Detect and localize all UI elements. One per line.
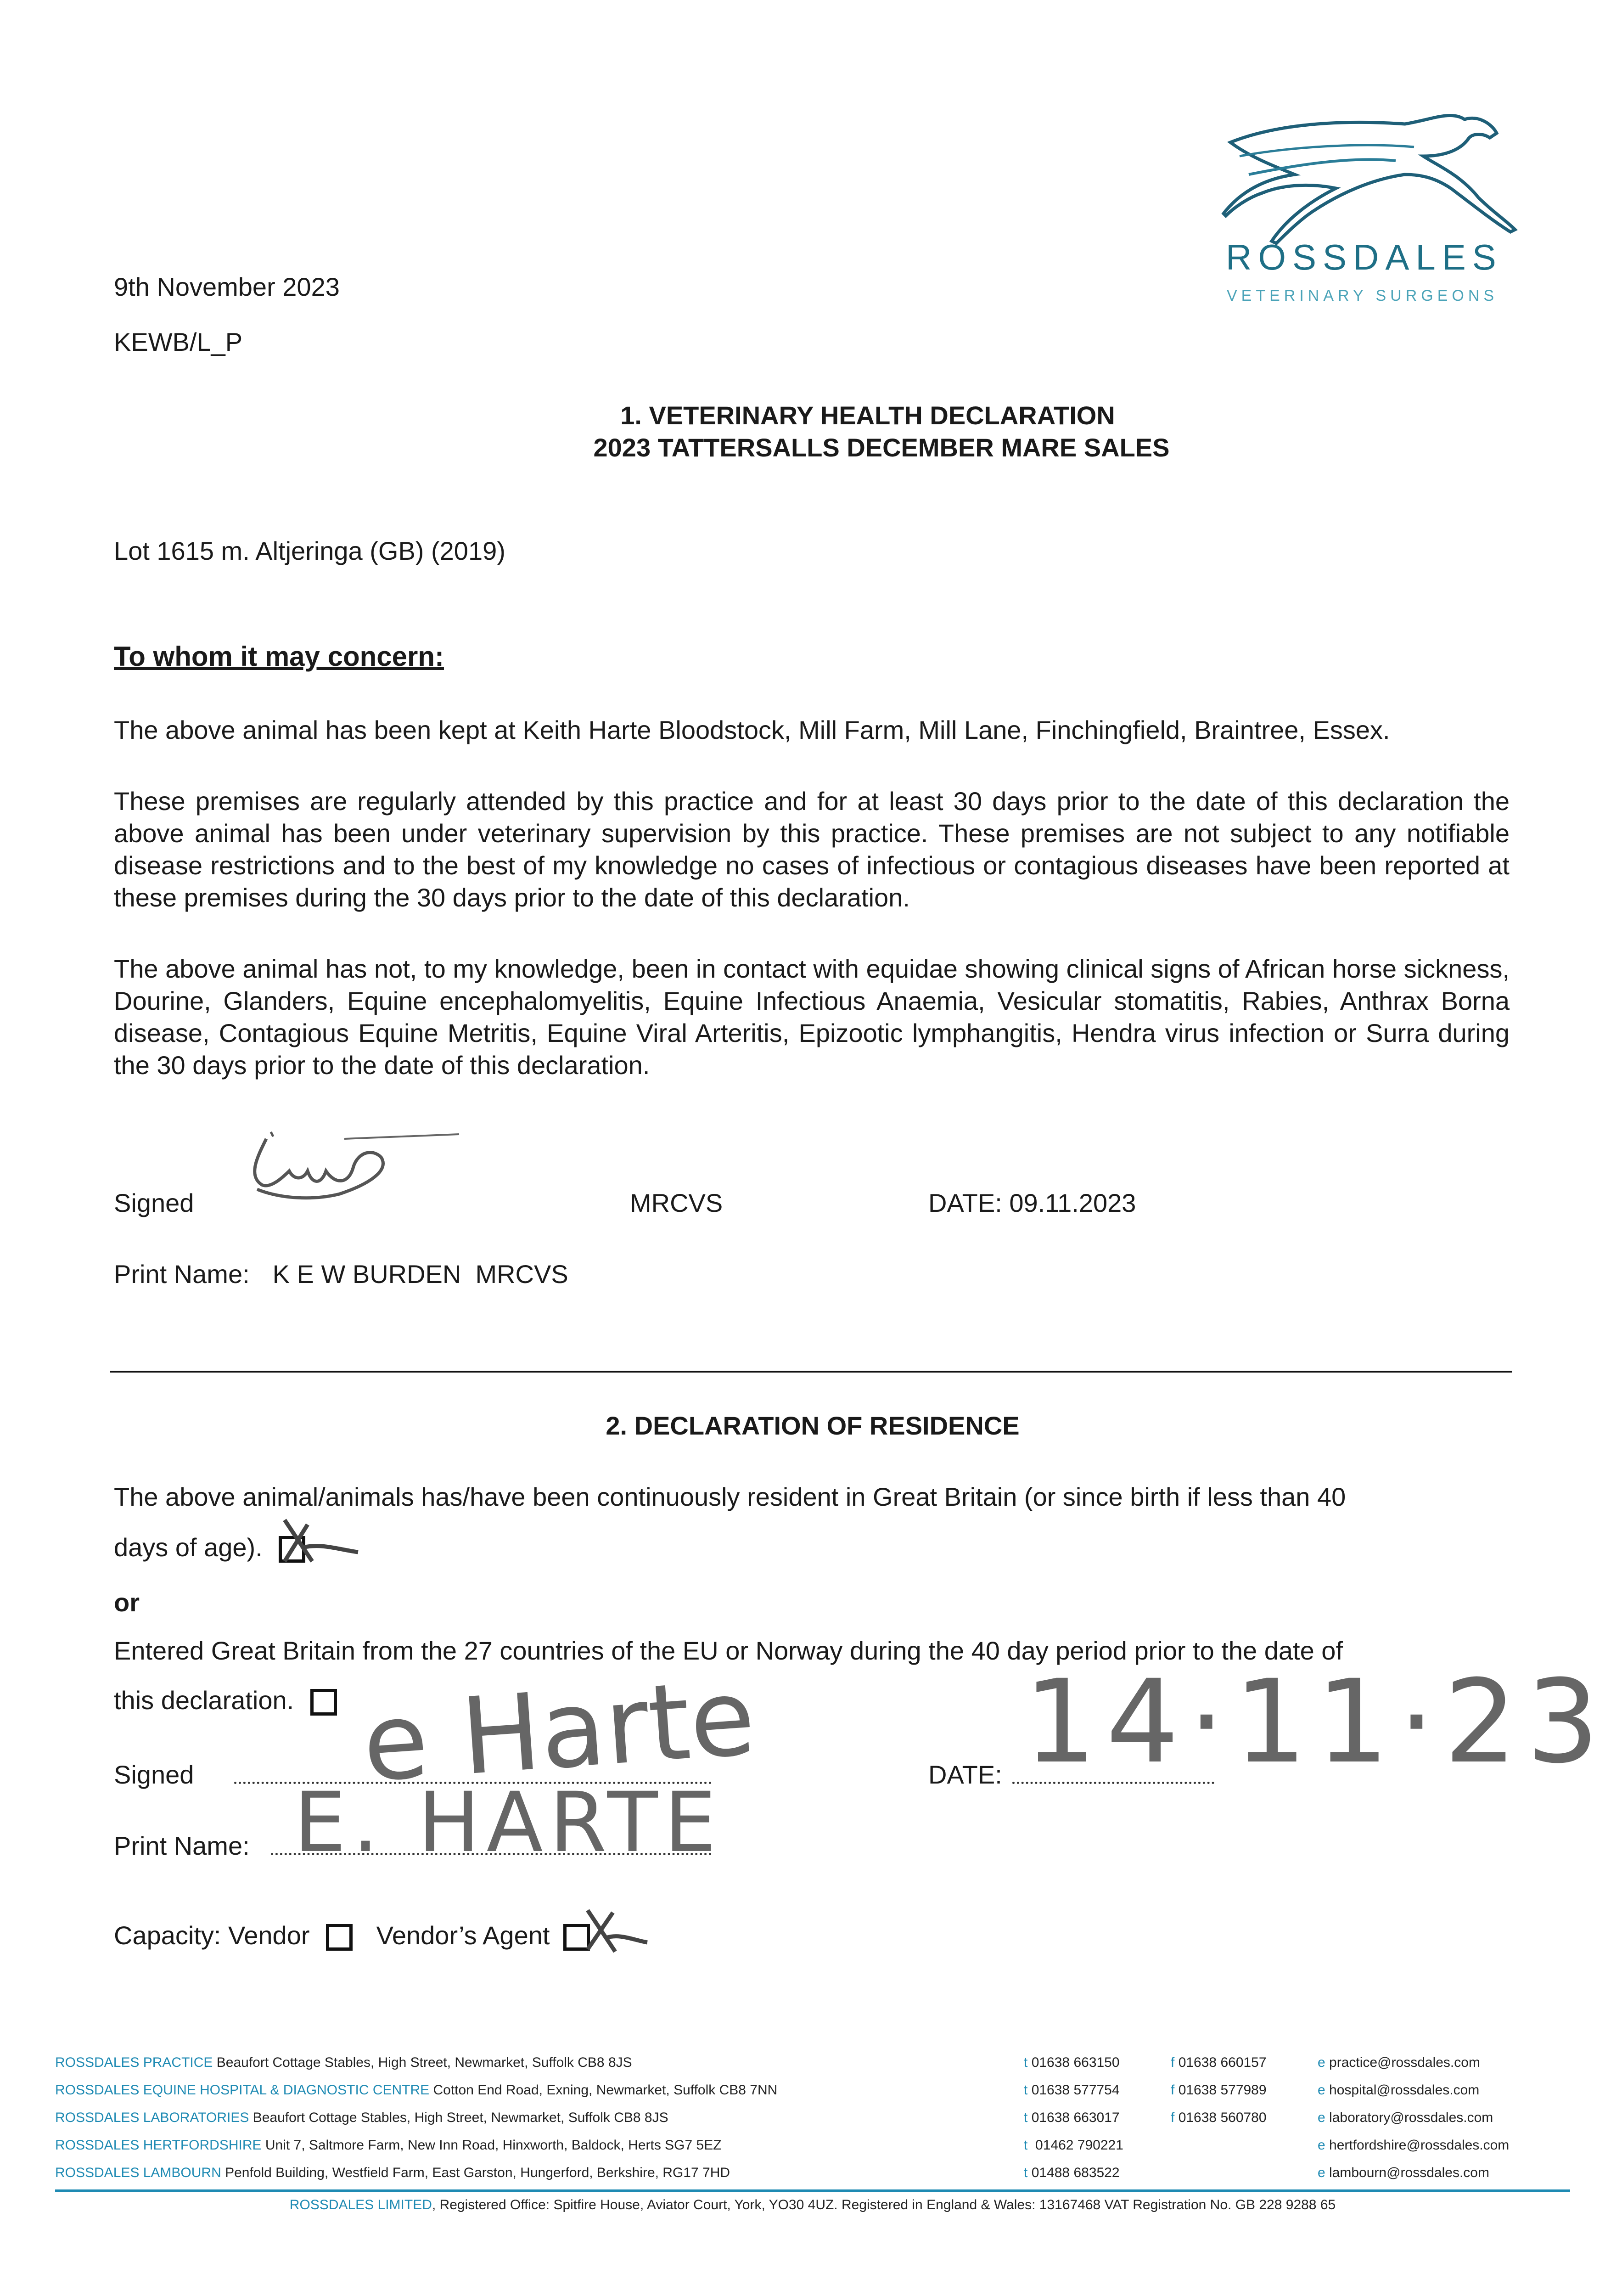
- footer-hertfordshire-name: ROSSDALES HERTFORDSHIRE: [55, 2138, 262, 2153]
- logo-name: ROSSDALES: [1226, 237, 1503, 277]
- section1-title: [459, 400, 1304, 464]
- footer-tel-practice: t 01638 663150: [1024, 2055, 1120, 2070]
- capacity-vendor-label: Capacity: Vendor: [114, 1921, 310, 1950]
- vet-date: DATE: 09.11.2023: [928, 1188, 1136, 1217]
- letter-date: 9th November 2023: [114, 272, 340, 301]
- vendor-date-label: DATE:: [928, 1760, 1002, 1789]
- section1-title-line1: 1. VETERINARY HEALTH DECLARATION: [620, 401, 1115, 430]
- footer-tel-hospital: t 01638 577754: [1024, 2082, 1120, 2098]
- footer-registered-office: [55, 2191, 1570, 2219]
- reference-code: KEWB/L_P: [114, 327, 243, 356]
- footer-fax-practice: f 01638 660157: [1171, 2055, 1267, 2070]
- footer-hospital-name: ROSSDALES EQUINE HOSPITAL & DIAGNOSTIC CENTRE: [55, 2082, 430, 2098]
- footer-fax-laboratories: f 01638 560780: [1171, 2110, 1267, 2125]
- residence-option2-text: this declaration.: [114, 1686, 294, 1715]
- vendor-checkbox[interactable]: [326, 1924, 353, 1951]
- paragraph-supervision: These premises are regularly attended by this practice and for at least 30 days prior to the date of this declaration the above animal has been under veterinary supervision by this practice. These premises are not subject to any notifiable disease restrictions and to the best of my knowledge no cases of infectious or contagious diseases have been reported at these premises during the 30 days prior to the date of this declaration.: [114, 787, 1510, 912]
- vendors-agent-check-mark: [578, 1906, 652, 1961]
- footer-tel-laboratories: t 01638 663017: [1024, 2110, 1120, 2125]
- vendor-handwritten-signature: e Harte: [359, 1656, 759, 1806]
- lot-line: Lot 1615 m. Altjeringa (GB) (2019): [114, 536, 505, 565]
- footer-email-lambourn[interactable]: e lambourn@rossdales.com: [1318, 2165, 1489, 2180]
- capacity-row: [114, 1919, 590, 1952]
- footer-lambourn-name: ROSSDALES LAMBOURN: [55, 2165, 221, 2180]
- footer-row: [55, 2159, 730, 2187]
- footer-row: [55, 2104, 668, 2132]
- vendor-signed-label: Signed: [114, 1760, 194, 1789]
- vendor-handwritten-name: E. HARTE: [294, 1775, 723, 1871]
- footer-email-laboratories[interactable]: e laboratory@rossdales.com: [1318, 2110, 1493, 2125]
- footer-email-practice[interactable]: e practice@rossdales.com: [1318, 2055, 1480, 2070]
- paragraph-premises: The above animal has been kept at Keith Harte Bloodstock, Mill Farm, Mill Lane, Finchingfield, Braintree, Essex.: [114, 715, 1390, 744]
- residence-option2-line2: [114, 1684, 337, 1716]
- footer-email-hospital[interactable]: e hospital@rossdales.com: [1318, 2082, 1480, 2098]
- vet-print-name: [114, 1258, 568, 1290]
- rossdales-logo: [1221, 106, 1524, 335]
- vet-signed-label: Signed: [114, 1188, 194, 1217]
- footer-hospital-address: Cotton End Road, Exning, Newmarket, Suffolk CB8 7NN: [429, 2082, 778, 2098]
- section2-title: 2. DECLARATION OF RESIDENCE: [606, 1411, 1020, 1440]
- footer-row: [55, 2132, 722, 2159]
- footer-fax-hospital: f 01638 577989: [1171, 2082, 1267, 2098]
- residence-option2-line1: Entered Great Britain from the 27 countries of the EU or Norway during the 40 day period prior to the date of: [114, 1636, 1343, 1665]
- galloping-horse-icon: [1221, 106, 1524, 253]
- vet-print-name-label: Print Name:: [114, 1260, 250, 1289]
- footer-hertfordshire-address: Unit 7, Saltmore Farm, New Inn Road, Hinxworth, Baldock, Herts SG7 5EZ: [261, 2138, 722, 2153]
- or-label: or: [114, 1588, 140, 1617]
- vet-print-name-value: K E W BURDEN MRCVS: [272, 1260, 568, 1289]
- footer-registered-text: , Registered Office: Spitfire House, Aviator Court, York, YO30 4UZ. Registered in England & Wales: 13167468 VAT Registration No. GB 228 9288 65: [432, 2197, 1336, 2212]
- footer-tel-lambourn: t 01488 683522: [1024, 2165, 1120, 2180]
- footer-tel-hertfordshire: t 01462 790221: [1024, 2138, 1123, 2153]
- footer-email-hertfordshire[interactable]: e hertfordshire@rossdales.com: [1318, 2138, 1510, 2153]
- footer-lambourn-address: Penfold Building, Westfield Farm, East Garston, Hungerford, Berkshire, RG17 7HD: [221, 2165, 730, 2180]
- residence-option1-line1: The above animal/animals has/have been continuously resident in Great Britain (or since birth if less than 40: [114, 1482, 1346, 1511]
- footer-row: [55, 2077, 777, 2104]
- footer-practice-address: Beaufort Cottage Stables, High Street, Newmarket, Suffolk CB8 8JS: [213, 2055, 632, 2070]
- footer-laboratories-name: ROSSDALES LABORATORIES: [55, 2110, 249, 2125]
- footer-practice-name: ROSSDALES PRACTICE: [55, 2055, 213, 2070]
- paragraph-contact: The above animal has not, to my knowledge, been in contact with equidae showing clinical signs of African horse sickness, Dourine, Glanders, Equine encephalomyelitis, Equine Infectious Anaemia, Vesicular stomatitis, Rabies, Anthrax Borna disease, Contagious Equine Metritis, Equine Viral Arteritis, Epizootic lymphangitis, Hendra virus infection or Surra during the 30 days prior to the date of this declaration.: [114, 954, 1510, 1080]
- residence-option1-text: days of age).: [114, 1533, 263, 1562]
- logo-subtitle: VETERINARY SURGEONS: [1227, 287, 1499, 304]
- section-divider: [110, 1371, 1512, 1373]
- vet-signature: [230, 1120, 468, 1212]
- vendor-print-name-label: Print Name:: [114, 1831, 250, 1860]
- section1-title-line2: 2023 TATTERSALLS DECEMBER MARE SALES: [593, 433, 1170, 462]
- salutation: To whom it may concern:: [114, 641, 444, 672]
- capacity-agent-label: Vendor’s Agent: [376, 1921, 550, 1950]
- footer-row: [55, 2049, 632, 2077]
- footer-laboratories-address: Beaufort Cottage Stables, High Street, Newmarket, Suffolk CB8 8JS: [249, 2110, 668, 2125]
- resident-gb-check-mark: [275, 1515, 367, 1570]
- mrcvs-label: MRCVS: [630, 1188, 723, 1217]
- entered-gb-checkbox[interactable]: [310, 1689, 337, 1716]
- vendor-handwritten-date: 14·11·23: [1024, 1655, 1609, 1789]
- footer-registered-name: ROSSDALES LIMITED: [289, 2197, 432, 2212]
